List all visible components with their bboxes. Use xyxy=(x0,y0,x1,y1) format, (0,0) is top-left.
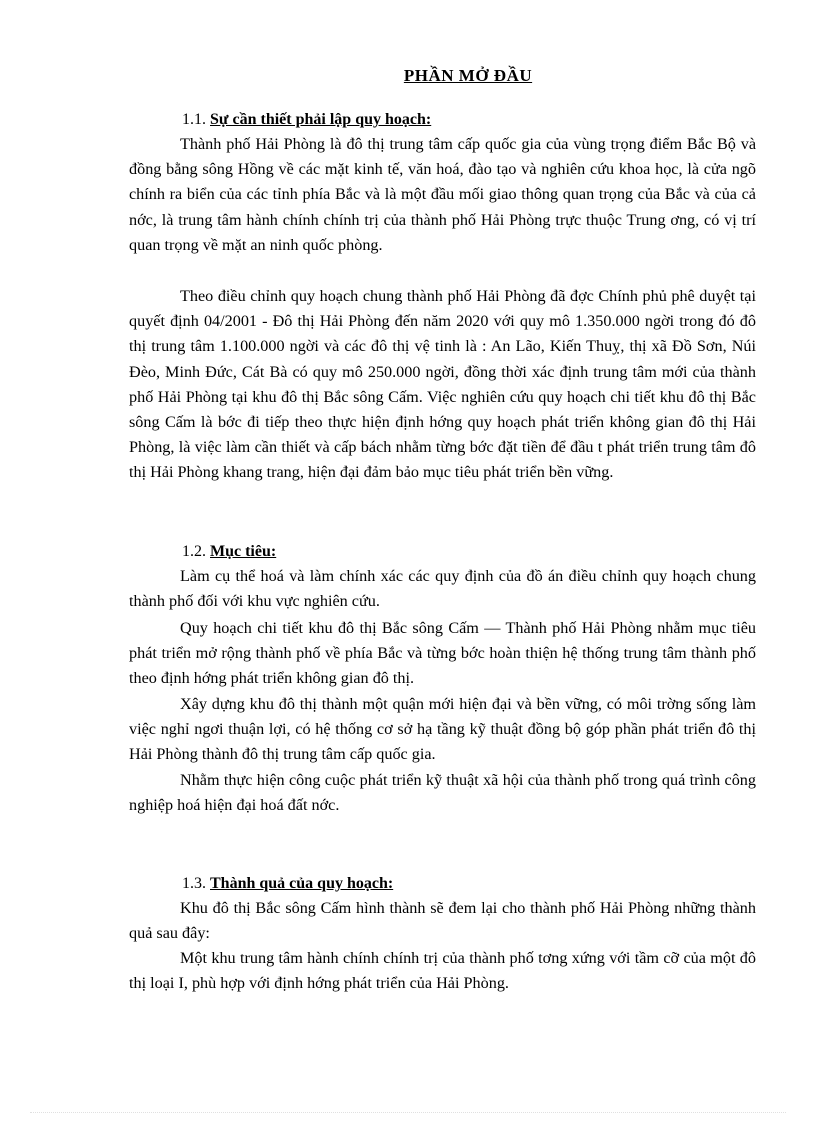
paragraph: Quy hoạch chi tiết khu đô thị Bắc sông Cấm — Thành phố Hải Phòng nhằm mục tiêu phát triển mở rộng thành phố về phía Bắc và từng bớc hoàn thiện hệ thống trung tâm thành phố theo định hớng phát triển không gian đô thị. xyxy=(129,619,756,688)
page-footer-divider xyxy=(30,1112,786,1113)
section-title: Mục tiêu: xyxy=(210,543,277,560)
paragraph: Nhằm thực hiện công cuộc phát triển kỹ thuật xã hội của thành phố trong quá trình công nghiệp hoá hiện đại hoá đất nớc. xyxy=(129,771,756,815)
paragraph: Theo điều chỉnh quy hoạch chung thành phố Hải Phòng đã đợc Chính phủ phê duyệt tại quyết định 04/2001 - Đô thị Hải Phòng đến năm 2020 với quy mô 1.350.000 ngời trong đó đô thị trung tâm 1.100.000 ngời và các đô thị vệ tinh là : An Lão, Kiến Thuỵ, thị xã Đồ Sơn, Núi Đèo, Minh Đức, Cát Bà có quy mô 250.000 ngời, đồng thời xác định trung tâm mới của thành phố Hải Phòng tại khu đô thị Bắc sông Cấm. Việc nghiên cứu quy hoạch chi tiết khu đô thị Bắc sông Cấm là bớc đi tiếp theo thực hiện định hớng quy hoạch phát triển không gian đô thị Hải Phòng, là việc làm cần thiết và cấp bách nhằm từng bớc đặt tiền để đầu t phát triển trung tâm đô thị Hải Phòng khang trang, hiện đại đảm bảo mục tiêu phát triển bền vững. xyxy=(129,287,756,482)
paragraph: Một khu trung tâm hành chính chính trị của thành phố tơng xứng với tầm cỡ của một đô thị loại I, phù hợp với định hớng phát triển của Hải Phòng. xyxy=(129,949,756,993)
paragraph: Làm cụ thể hoá và làm chính xác các quy định của đồ án điều chỉnh quy hoạch chung thành phố đối với khu vực nghiên cứu. xyxy=(129,567,756,611)
section-title: Thành quả của quy hoạch: xyxy=(210,875,394,892)
section-number: 1.2. xyxy=(182,543,206,560)
section-heading-1-1 xyxy=(182,110,431,130)
paragraph: Xây dựng khu đô thị thành một quận mới hiện đại và bền vững, có môi trờng sống làm việc nghỉ ngơi thuận lợi, có hệ thống cơ sở hạ tầng kỹ thuật đồng bộ góp phần phát triển đô thị Hải Phòng thành đô thị trung tâm cấp quốc gia. xyxy=(129,695,756,764)
section-heading-1-2 xyxy=(182,542,276,562)
section-number: 1.3. xyxy=(182,875,206,892)
paragraph: Thành phố Hải Phòng là đô thị trung tâm cấp quốc gia của vùng trọng điểm Bắc Bộ và đồng bằng sông Hồng về các mặt kinh tế, văn hoá, đào tạo và nghiên cứu khoa học, là cửa ngõ chính ra biển của các tỉnh phía Bắc và là một đầu mối giao thông quan trọng của Bắc và của cả nớc, là trung tâm hành chính chính trị của thành phố Hải Phòng trực thuộc Trung ơng, có vị trí quan trọng về mặt an ninh quốc phòng. xyxy=(129,135,756,254)
section-heading-1-3 xyxy=(182,874,393,894)
page-title: PHẦN MỞ ĐẦU xyxy=(403,66,533,85)
section-number: 1.1. xyxy=(182,111,206,128)
section-title: Sự cần thiết phải lập quy hoạch: xyxy=(210,111,432,128)
paragraph: Khu đô thị Bắc sông Cấm hình thành sẽ đem lại cho thành phố Hải Phòng những thành quả sau đây: xyxy=(129,899,756,943)
